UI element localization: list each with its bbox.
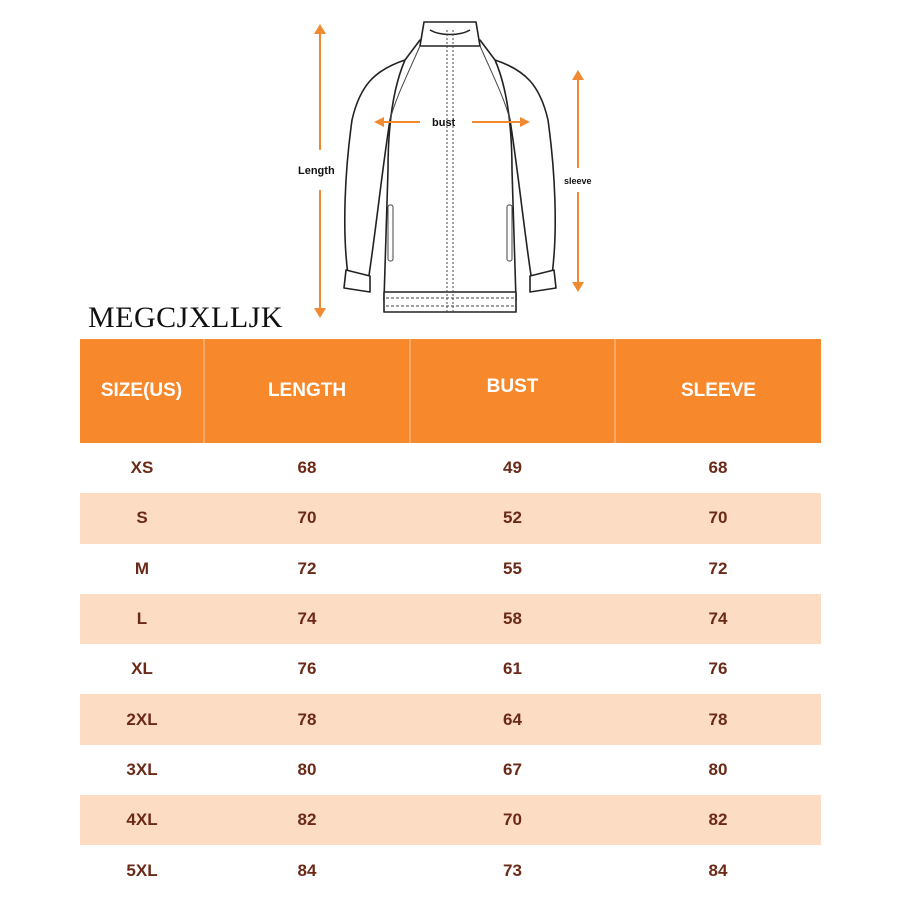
table-header-row [80, 339, 821, 443]
bust-label: bust [432, 117, 456, 129]
length-cell: 78 [204, 694, 410, 744]
bust-cell: 52 [410, 493, 615, 543]
size-cell: S [80, 493, 204, 543]
size-cell: L [80, 594, 204, 644]
sleeve-cell: 80 [615, 745, 821, 795]
size-cell: 4XL [80, 795, 204, 845]
length-cell: 84 [204, 845, 410, 895]
size-cell: 3XL [80, 745, 204, 795]
bust-cell: 67 [410, 745, 615, 795]
size-chart-table [80, 339, 821, 896]
sleeve-cell: 76 [615, 644, 821, 694]
length-cell: 74 [204, 594, 410, 644]
table-row [80, 795, 821, 845]
sleeve-cell: 68 [615, 443, 821, 493]
bust-cell: 58 [410, 594, 615, 644]
jacket-outline-icon [344, 22, 556, 312]
bust-cell: 64 [410, 694, 615, 744]
length-label: Length [298, 165, 335, 177]
header-bust: BUST [410, 339, 615, 443]
jacket-measurement-diagram [280, 15, 620, 325]
sleeve-cell: 78 [615, 694, 821, 744]
table-row [80, 745, 821, 795]
sleeve-cell: 82 [615, 795, 821, 845]
length-cell: 72 [204, 544, 410, 594]
length-cell: 68 [204, 443, 410, 493]
size-cell: XS [80, 443, 204, 493]
table-row [80, 544, 821, 594]
length-cell: 70 [204, 493, 410, 543]
header-sleeve: SLEEVE [615, 339, 821, 443]
size-cell: XL [80, 644, 204, 694]
sleeve-cell: 84 [615, 845, 821, 895]
table-row [80, 694, 821, 744]
table-row [80, 594, 821, 644]
table-row [80, 644, 821, 694]
size-cell: 2XL [80, 694, 204, 744]
length-cell: 82 [204, 795, 410, 845]
table-row [80, 443, 821, 493]
sleeve-label: sleeve [564, 176, 592, 186]
header-length: LENGTH [204, 339, 410, 443]
table-body [80, 443, 821, 896]
length-cell: 80 [204, 745, 410, 795]
bust-cell: 61 [410, 644, 615, 694]
size-cell: 5XL [80, 845, 204, 895]
sleeve-cell: 70 [615, 493, 821, 543]
table-row [80, 493, 821, 543]
bust-cell: 73 [410, 845, 615, 895]
table-row [80, 845, 821, 895]
length-cell: 76 [204, 644, 410, 694]
sleeve-cell: 74 [615, 594, 821, 644]
bust-cell: 55 [410, 544, 615, 594]
bust-cell: 49 [410, 443, 615, 493]
header-size: SIZE(US) [80, 339, 204, 443]
bust-cell: 70 [410, 795, 615, 845]
brand-name: MEGCJXLLJK [88, 301, 284, 334]
sleeve-cell: 72 [615, 544, 821, 594]
size-cell: M [80, 544, 204, 594]
